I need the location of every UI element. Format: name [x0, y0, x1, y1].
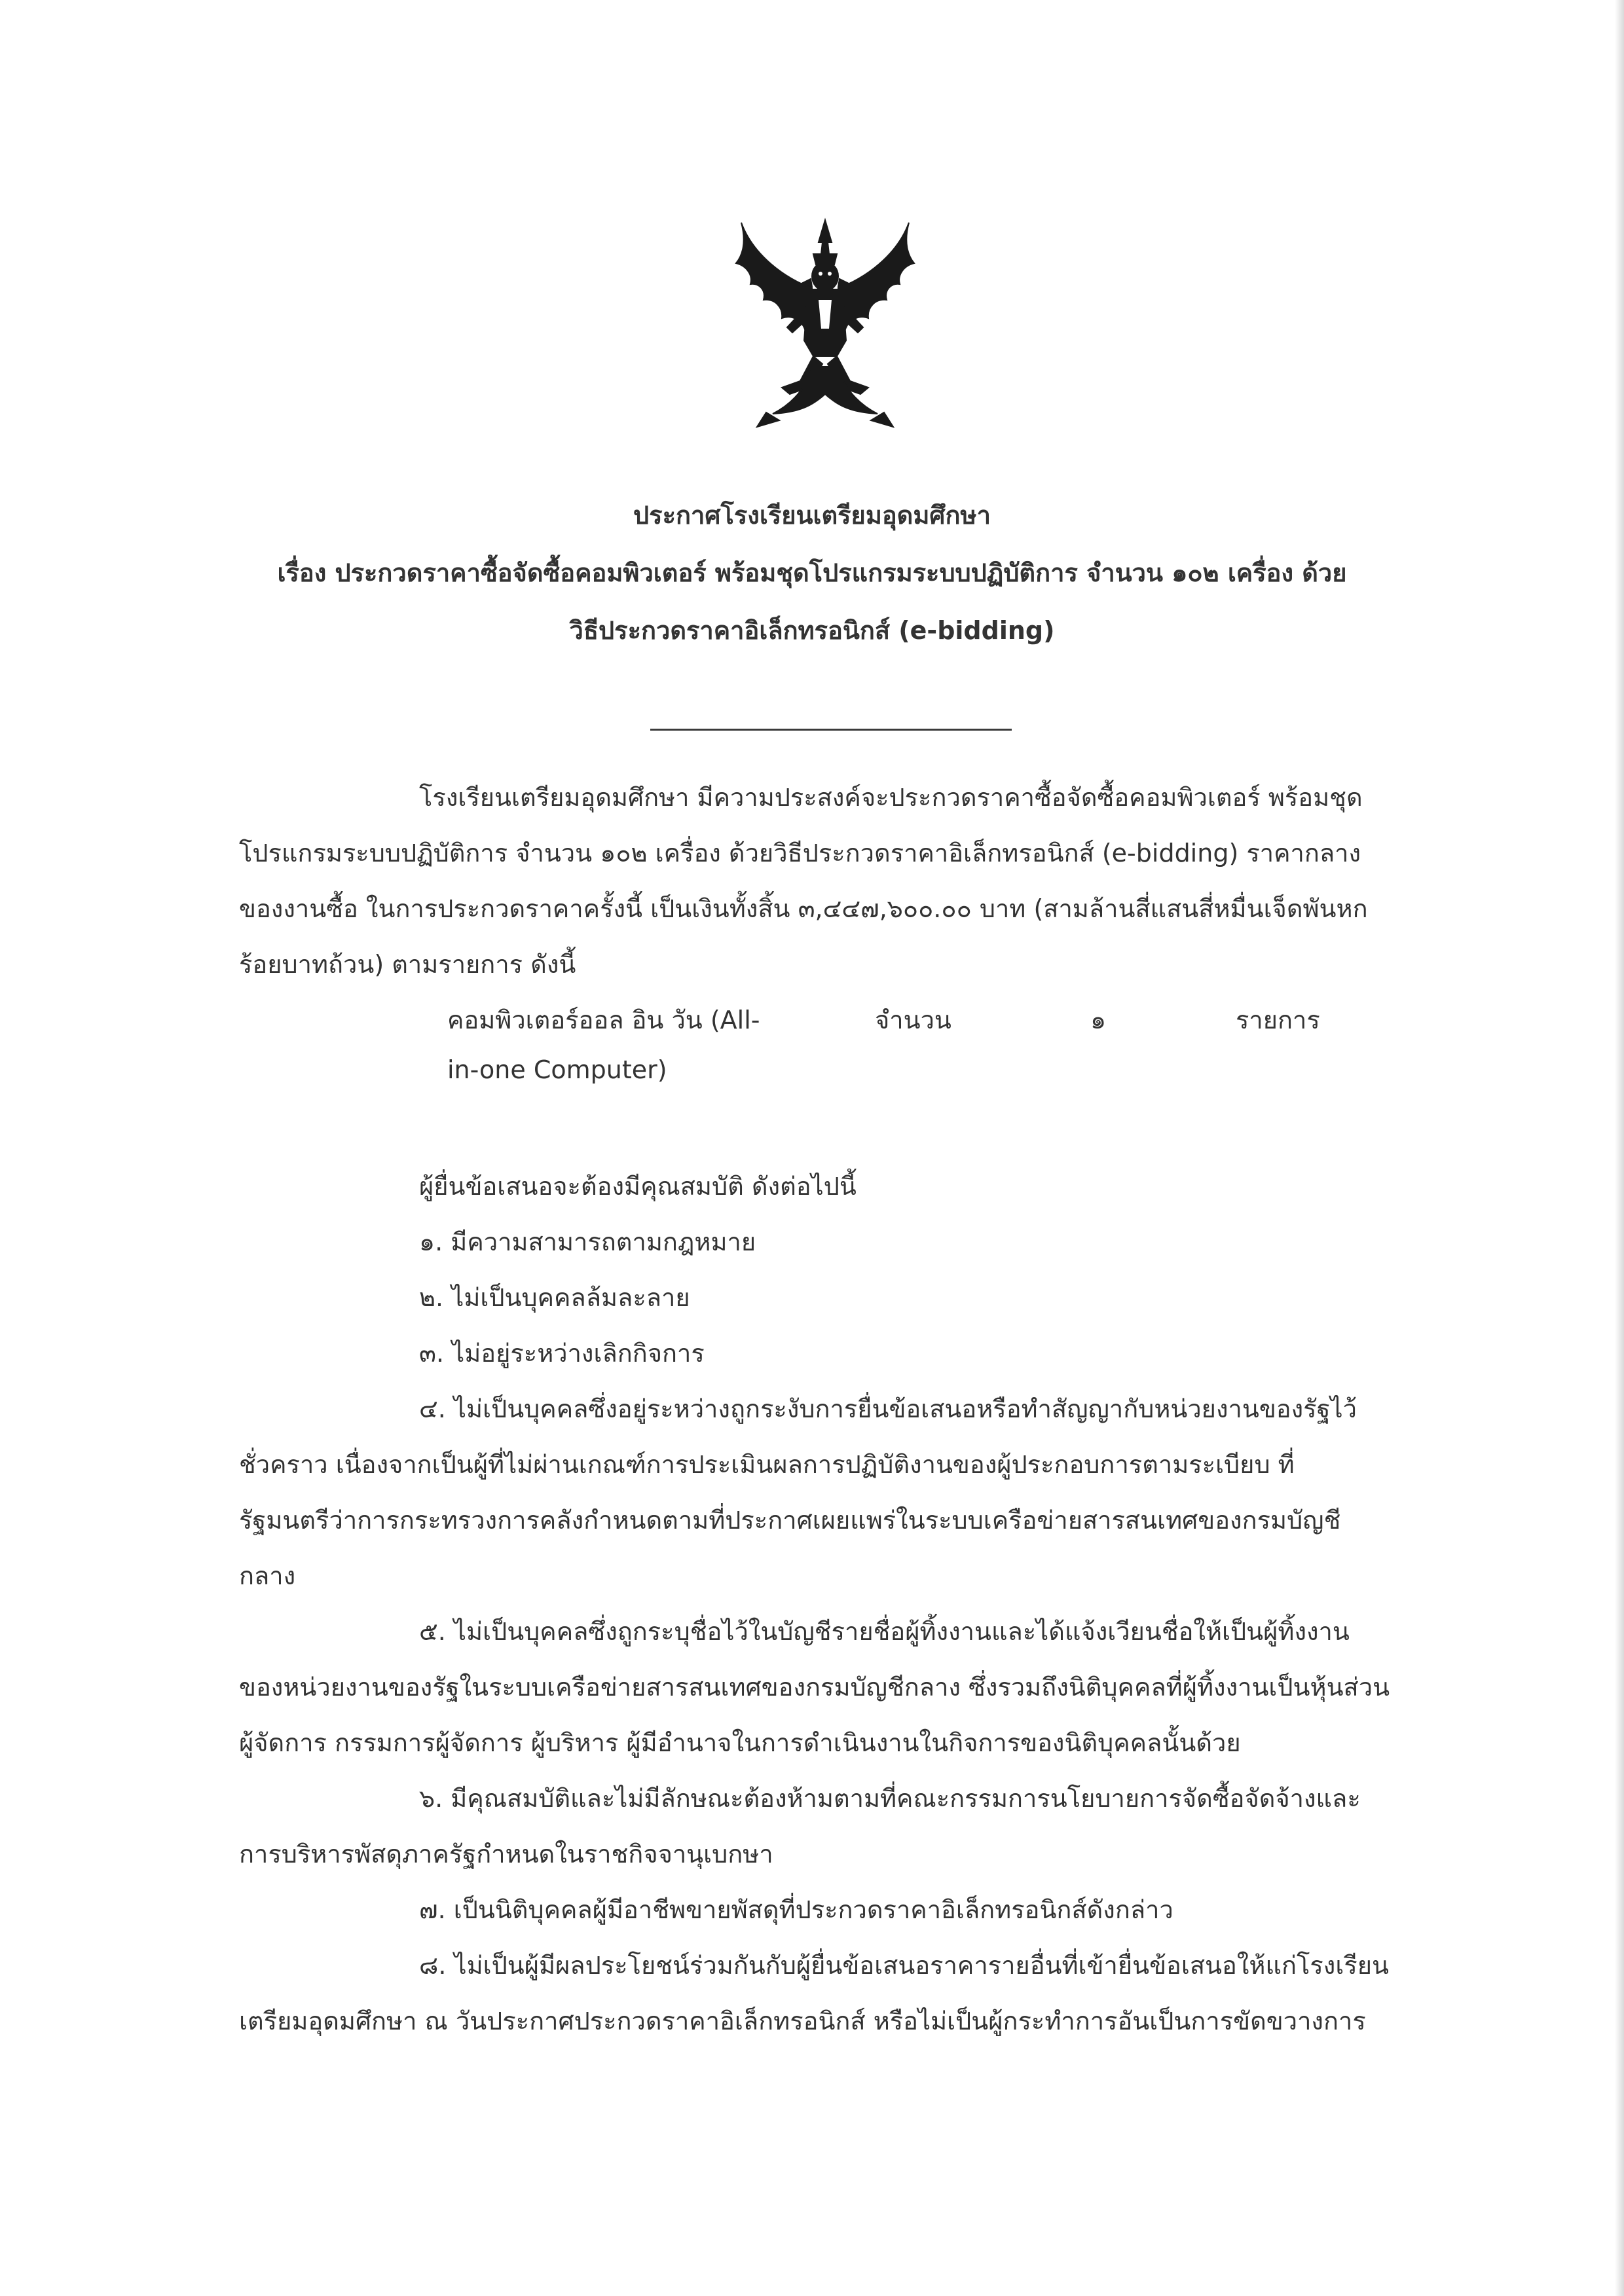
intro-line-4: ร้อยบาทถ้วน) ตามรายการ ดังนี้ [239, 950, 576, 979]
announcement-subject: เรื่อง ประกวดราคาซื้อจัดซื้อคอมพิวเตอร์ พร้อมชุดโปรแกรมระบบปฏิบัติการ จำนวน ๑๐๒ เครื่อง ด้วย [277, 558, 1347, 587]
intro-line-3: ของงานซื้อ ในการประกวดราคาครั้งนี้ เป็นเงินทั้งสิ้น ๓,๔๔๗,๖๐๐.๐๐ บาท (สามล้านสี่แสนสี่หมื่นเจ็ดพันหก [239, 894, 1368, 923]
garuda-emblem-icon [727, 216, 923, 432]
qualifications-heading: ผู้ยื่นข้อเสนอจะต้องมีคุณสมบัติ ดังต่อไปนี้ [419, 1172, 857, 1201]
item-name: คอมพิวเตอร์ออล อิน วัน (All- [447, 1006, 760, 1034]
qualification-6-line-2: การบริหารพัสดุภาครัฐกำหนดในราชกิจจานุเบกษา [239, 1840, 773, 1868]
qualification-8: ๘. ไม่เป็นผู้มีผลประโยชน์ร่วมกันกับผู้ยื่นข้อเสนอราคารายอื่นที่เข้ายื่นข้อเสนอให้แก่โรงเรียน [419, 1951, 1389, 1980]
qualification-7: ๗. เป็นนิติบุคคลผู้มีอาชีพขายพัสดุที่ประกวดราคาอิเล็กทรอนิกส์ดังกล่าว [419, 1895, 1173, 1924]
intro-line-2: โปรแกรมระบบปฏิบัติการ จำนวน ๑๐๒ เครื่อง ด้วยวิธีประกวดราคาอิเล็กทรอนิกส์ (e-bidding) ราคากลาง [239, 839, 1361, 867]
qualification-8-line-2: เตรียมอุดมศึกษา ณ วันประกาศประกวดราคาอิเล็กทรอนิกส์ หรือไม่เป็นผู้กระทำการอันเป็นการขัดขวางการ [239, 2007, 1366, 2035]
qualification-1: ๑. มีความสามารถตามกฎหมาย [419, 1228, 756, 1256]
qualification-5-line-2: ของหน่วยงานของรัฐในระบบเครือข่ายสารสนเทศของกรมบัญชีกลาง ซึ่งรวมถึงนิติบุคคลที่ผู้ทิ้งงานเป็นหุ้นส่วน [239, 1673, 1390, 1702]
qualification-5: ๕. ไม่เป็นบุคคลซึ่งถูกระบุชื่อไว้ในบัญชีรายชื่อผู้ทิ้งงานและได้แจ้งเวียนชื่อให้เป็นผู้ทิ้งงาน [419, 1617, 1350, 1646]
qualification-4-line-2: ชั่วคราว เนื่องจากเป็นผู้ที่ไม่ผ่านเกณฑ์การประเมินผลการปฏิบัติงานของผู้ประกอบการตามระเบียบ ที่ [239, 1450, 1295, 1479]
title-divider [650, 729, 1012, 731]
item-name-continued: in-one Computer) [447, 1055, 667, 1084]
qualification-6: ๖. มีคุณสมบัติและไม่มีลักษณะต้องห้ามตามที่คณะกรรมการนโยบายการจัดซื้อจัดจ้างและ [419, 1784, 1361, 1813]
qualification-4-line-3: รัฐมนตรีว่าการกระทรวงการคลังกำหนดตามที่ประกาศเผยแพร่ในระบบเครือข่ายสารสนเทศของกรมบัญชี [239, 1506, 1341, 1535]
qualification-4-line-4: กลาง [239, 1561, 296, 1590]
item-unit: รายการ [1236, 1006, 1320, 1034]
announcement-subject-continued: วิธีประกวดราคาอิเล็กทรอนิกส์ (e-bidding) [569, 616, 1055, 645]
qualification-2: ๒. ไม่เป็นบุคคลล้มละลาย [419, 1283, 690, 1312]
qualification-3: ๓. ไม่อยู่ระหว่างเลิกกิจการ [419, 1339, 705, 1368]
item-quantity: ๑ [1090, 1006, 1107, 1034]
scan-edge-shadow [1615, 0, 1624, 2296]
qualification-5-line-3: ผู้จัดการ กรรมการผู้จัดการ ผู้บริหาร ผู้มีอำนาจในการดำเนินงานในกิจการของนิติบุคคลนั้นด้วย [239, 1728, 1241, 1757]
announcement-title: ประกาศโรงเรียนเตรียมอุดมศึกษา [633, 501, 991, 530]
qualification-4: ๔. ไม่เป็นบุคคลซึ่งอยู่ระหว่างถูกระงับการยื่นข้อเสนอหรือทำสัญญากับหน่วยงานของรัฐไว้ [419, 1394, 1357, 1423]
item-quantity-label: จำนวน [875, 1006, 951, 1034]
intro-line-1: โรงเรียนเตรียมอุดมศึกษา มีความประสงค์จะประกวดราคาซื้อจัดซื้อคอมพิวเตอร์ พร้อมชุด [419, 783, 1363, 812]
